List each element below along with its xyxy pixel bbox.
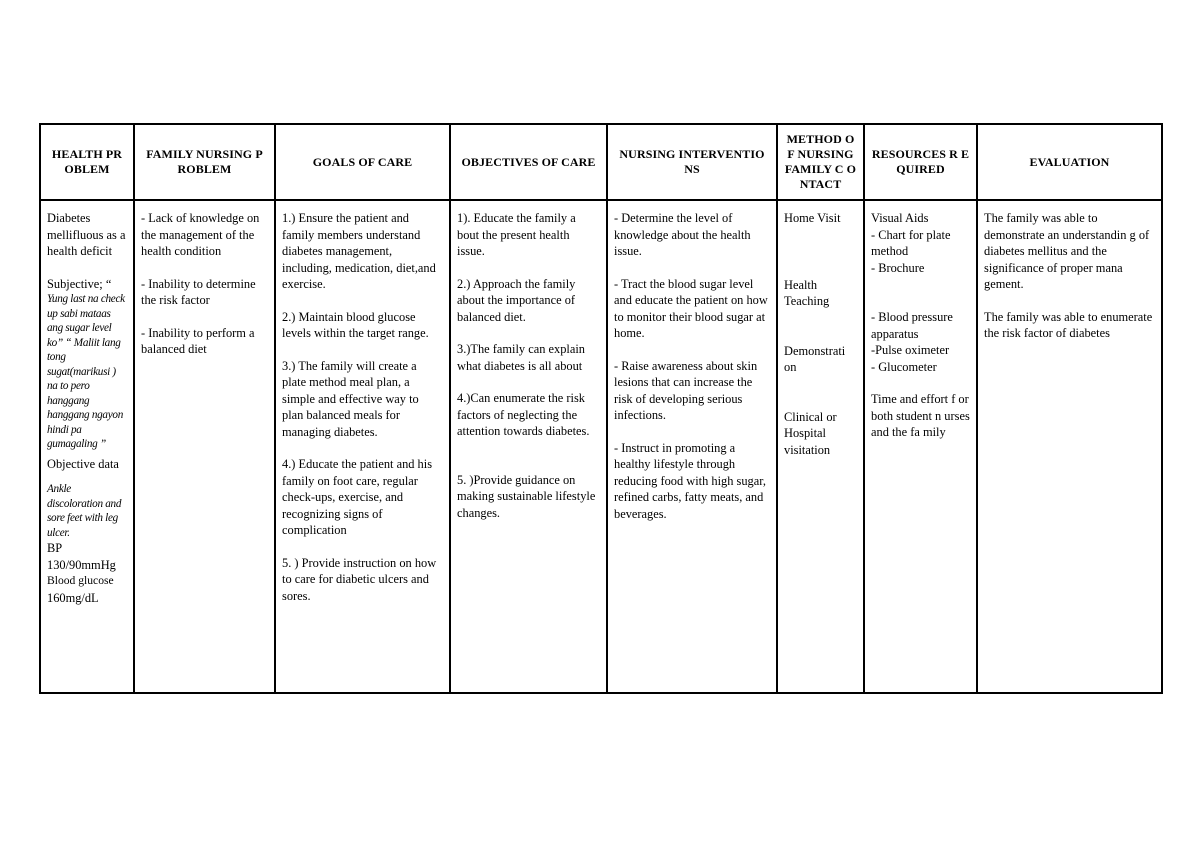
cell-method-of-contact: [777, 200, 864, 693]
glucose-label: Blood glucose: [47, 574, 114, 587]
cell-health-problem: [40, 200, 134, 693]
cell-resources-required: [864, 200, 977, 693]
header-nursing-interventions: NURSING INTERVENTIO NS: [607, 124, 777, 200]
resource-time-effort: Time and effort f or both student n urses and the fa mily: [871, 392, 970, 439]
resource-visual-aids: Visual Aids: [871, 211, 929, 225]
resource-brochure: - Brochure: [871, 260, 925, 275]
evaluation-item: The family was able to demonstrate an understandin g of diabetes mellitus and the significance of proper mana gement.: [984, 211, 1150, 291]
goal-item: 2.) Maintain blood glucose levels within the target range.: [282, 309, 429, 340]
header-evaluation: EVALUATION: [977, 124, 1162, 200]
intervention-item: - Tract the blood sugar level and educate the patient on how to monitor their blood sugar at home.: [614, 276, 768, 340]
subjective-quote: Yung last na check up sabi mataas ang sugar level ko” “ Maliit lang tong sugat(marikusi ) na to pero hanggang hanggang ngayon hindi pa gumagaling ”: [47, 293, 125, 450]
header-family-nursing-problem: FAMILY NURSING P ROBLEM: [134, 124, 275, 200]
cell-goals-of-care: [275, 200, 450, 693]
health-problem-title: Diabetes mellifluous as a health deficit: [47, 211, 126, 258]
family-problem-item: - Inability to perform a balanced diet: [141, 325, 255, 356]
objective-item: 1). Educate the family a bout the present health issue.: [457, 211, 576, 258]
bp-value: 130/90mmHg: [47, 557, 116, 572]
cell-family-nursing-problem: [134, 200, 275, 693]
intervention-item: - Raise awareness about skin lesions that can increase the risk of developing serious infections.: [614, 358, 758, 422]
method-item: Health Teaching: [784, 277, 830, 308]
intervention-item: - Determine the level of knowledge about the health issue.: [614, 211, 751, 258]
family-problem-item: - Inability to determine the risk factor: [141, 276, 256, 307]
family-problem-item: - Lack of knowledge on the management of the health condition: [141, 211, 260, 258]
content-row: [40, 200, 1162, 693]
header-method-of-contact: METHOD O F NURSING FAMILY C ONTACT: [777, 124, 864, 200]
header-health-problem: HEALTH PR OBLEM: [40, 124, 134, 200]
subjective-label: Subjective; “: [47, 276, 112, 291]
evaluation-item: The family was able to enumerate the risk factor of diabetes: [984, 309, 1153, 340]
cell-evaluation: [977, 200, 1162, 693]
resource-glucometer: - Glucometer: [871, 359, 937, 374]
goal-item: 4.) Educate the patient and his family on foot care, regular check-ups, exercise, and recognizing signs of complication: [282, 457, 433, 537]
resource-pulse-oximeter: -Pulse oximeter: [871, 343, 950, 357]
objective-text: Ankle discoloration and sore feet with leg ulcer.: [47, 483, 122, 539]
resource-bp-apparatus: - Blood pressure apparatus: [871, 310, 953, 341]
objective-item: 4.)Can enumerate the risk factors of neglecting the attention towards diabetes.: [457, 391, 590, 438]
header-resources-required: RESOURCES R EQUIRED: [864, 124, 977, 200]
cell-objectives-of-care: [450, 200, 607, 693]
goal-item: 1.) Ensure the patient and family members understand diabetes management, including, medication, diet,and exercise.: [282, 211, 436, 291]
objective-label: Objective data: [47, 456, 119, 471]
method-item: Home Visit: [784, 211, 841, 225]
nursing-care-plan-table: [39, 123, 1163, 694]
header-objectives-of-care: OBJECTIVES OF CARE: [450, 124, 607, 200]
glucose-value: 160mg/dL: [47, 590, 99, 605]
header-goals-of-care: GOALS OF CARE: [275, 124, 450, 200]
goal-item: 5. ) Provide instruction on how to care for diabetic ulcers and sores.: [282, 555, 437, 603]
objective-item: 3.)The family can explain what diabetes is all about: [457, 342, 585, 373]
method-item: Demonstrati on: [784, 343, 846, 374]
method-item: Clinical or Hospital visitation: [784, 409, 837, 457]
objective-item: 5. )Provide guidance on making sustainable lifestyle changes.: [457, 472, 596, 520]
header-row: [40, 124, 1162, 200]
resource-chart: - Chart for plate method: [871, 227, 951, 258]
bp-label: BP: [47, 541, 63, 555]
objective-item: 2.) Approach the family about the importance of balanced diet.: [457, 276, 576, 324]
intervention-item: - Instruct in promoting a healthy lifestyle through reducing food with high sugar, refined carbs, fatty meats, and beverages.: [614, 440, 766, 521]
cell-nursing-interventions: [607, 200, 777, 693]
goal-item: 3.) The family will create a plate method meal plan, a simple and effective way to plan balanced meals for managing diabetes.: [282, 358, 419, 439]
